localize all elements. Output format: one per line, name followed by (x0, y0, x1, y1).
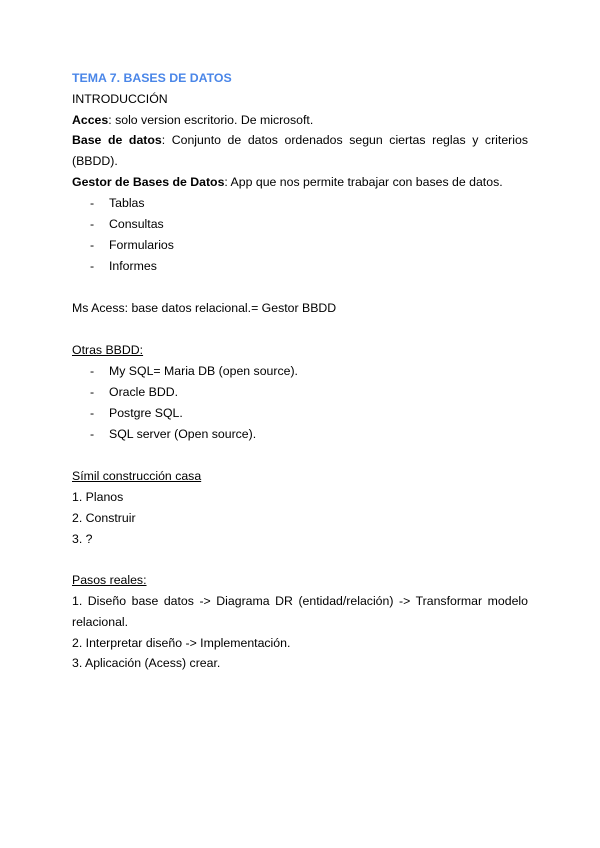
definition-term: Base de datos (72, 133, 162, 148)
list-item (72, 382, 528, 403)
list-dash: - (90, 363, 95, 378)
list-item (72, 424, 528, 445)
list-item-text: Postgre SQL. (109, 406, 183, 421)
definition-term: Gestor de Bases de Datos (72, 174, 225, 189)
numbered-item: 3. Aplicación (Acess) crear. (72, 656, 221, 671)
document-title: TEMA 7. BASES DE DATOS (72, 71, 232, 85)
section-heading-pasos-reales: Pasos reales: (72, 573, 147, 588)
definition-acces (72, 110, 528, 131)
definition-text: : Conjunto de datos ordenados segun ciertas reglas y criterios (BBDD). (72, 133, 528, 169)
numbered-item: 1. Planos (72, 490, 124, 505)
list-dash: - (90, 259, 95, 274)
section-heading-otras-bbdd: Otras BBDD: (72, 342, 144, 357)
list-dash: - (90, 384, 95, 399)
gestor-features-list (72, 193, 528, 278)
definition-term: Acces (72, 112, 109, 127)
definition-base-de-datos (72, 130, 528, 172)
list-item-text: Formularios (109, 238, 174, 253)
list-item (72, 256, 528, 277)
definition-text: : App que nos permite trabajar con bases de datos. (224, 174, 503, 189)
numbered-item: 2. Construir (72, 510, 136, 525)
section-heading-introduccion: INTRODUCCIÓN (72, 91, 168, 106)
list-dash: - (90, 195, 95, 210)
list-item-text: Tablas (109, 195, 145, 210)
blank-line (72, 319, 528, 340)
ms-acess-line: Ms Acess: base datos relacional.= Gestor BBDD (72, 301, 337, 316)
list-item (72, 361, 528, 382)
list-item-text: My SQL= Maria DB (open source). (109, 363, 298, 378)
list-dash: - (90, 406, 95, 421)
list-dash: - (90, 238, 95, 253)
list-item-text: Consultas (109, 216, 164, 231)
list-item-text: SQL server (Open source). (109, 427, 257, 442)
list-item (72, 235, 528, 256)
blank-line (72, 445, 528, 466)
otras-bbdd-list (72, 361, 528, 446)
section-heading-simil: Símil construcción casa (72, 469, 202, 484)
blank-line (72, 549, 528, 570)
list-item-text: Informes (109, 259, 157, 274)
list-dash: - (90, 216, 95, 231)
blank-line (72, 278, 528, 299)
document-page (72, 68, 528, 674)
list-item (72, 403, 528, 424)
list-dash: - (90, 427, 95, 442)
numbered-item: 2. Interpretar diseño -> Implementación. (72, 635, 291, 650)
definition-gestor (72, 172, 528, 193)
definition-text: : solo version escritorio. De microsoft. (108, 112, 314, 127)
numbered-item: 3. ? (72, 531, 93, 546)
list-item-text: Oracle BDD. (109, 384, 179, 399)
list-item (72, 214, 528, 235)
numbered-item: 1. Diseño base datos -> Diagrama DR (entidad/relación) -> Transformar modelo relacional. (72, 594, 528, 629)
list-item (72, 193, 528, 214)
